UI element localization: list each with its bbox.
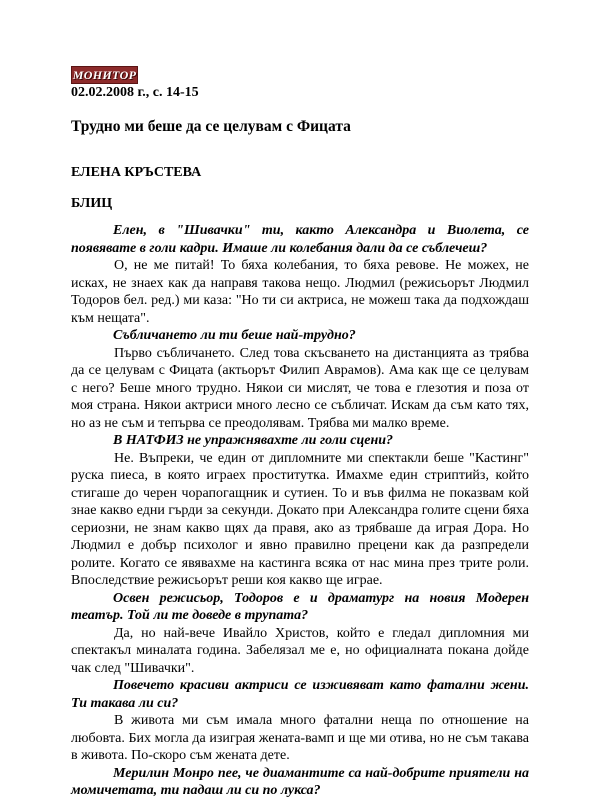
interview-answer: Да, но най-вече Ивайло Христов, който е гледал дипломния ми спектакъл миналата година. Забелязал ме е, но официалната покана дойде чак след "Шивачки". <box>71 625 529 676</box>
publication-date: 02.02.2008 г., с. 14-15 <box>71 85 199 100</box>
interview-question: Събличането ли ти беше най-трудно? <box>113 328 356 343</box>
interview-question: Елен, в "Шивачки" ти, както Александра и Виолета, се появявате в голи кадри. Имаше ли колебания дали да се съблечеш? <box>71 223 529 256</box>
article-body <box>71 222 529 800</box>
interview-question: Мерилин Монро пее, че диамантите са най-добрите приятели на момичетата, ти падаш ли си по лукса? <box>71 765 529 798</box>
interview-answer: Не. Въпреки, че един от дипломните ми спектакли беше "Кастинг" руска пиеса, в която играех проститутка. Имахме един стриптийз, който стигаше до черен чорапогащник и сутиен. То и във филма не показвам кой знае какво едни гърди за секунди. Докато при Александра голите сцени бяха сериозни, не знам какво щях да правя, ако аз трябваше да играя Дора. Но Людмил е добър психолог и явно правилно прецени как да разпредели ролите. Когато се явявахме на кастинга всяка от нас мина през трите роли. Впоследствие режисьорът реши коя какво ще играе. <box>71 450 529 588</box>
interview-answer: В живота ми съм имала много фатални неща по отношение на любовта. Бих могла да изиграя жената-вамп и ще ми отива, но не съм такава в живота. По-скоро съм жената дете. <box>71 713 529 763</box>
interview-question: В НАТФИЗ не упражнявахте ли голи сцени? <box>113 433 394 448</box>
section-label: БЛИЦ <box>71 196 113 211</box>
interview-question: Повечето красиви актриси се изживяват като фатални жени. Ти такава ли си? <box>71 678 529 711</box>
interview-answer: О, не ме питай! То бяха колебания, то бяха ревове. Не можех, не исках, не знаех как да направя такова нещо. Людмил (режисьорът Людмил Тодоров бел. ред.) ми каза: "Но ти си актриса, не можеш така да подхождаш към нещата". <box>71 258 529 326</box>
article-title: Трудно ми беше да се целувам с Фицата <box>71 118 351 135</box>
article-author: ЕЛЕНА КРЪСТЕВА <box>71 165 202 180</box>
interview-answer: Първо събличането. След това скъсването на дистанцията аз трябва да се целувам с Фицата (актьорът Филип Аврамов). Ама как ще се целувам с него? Беше много трудно. Някои си мислят, че това е глезотия и поза от моя страна. Някои актриси много лесно се събличат. Искам да съм като тях, но аз не съм и тепърва се преодолявам. Трябва ми малко време. <box>71 345 529 431</box>
monitor-logo: МОНИТОР <box>72 68 137 82</box>
interview-question: Освен режисьор, Тодоров е и драматург на новия Модерен театър. Той ли те доведе в трупата? <box>71 590 529 623</box>
